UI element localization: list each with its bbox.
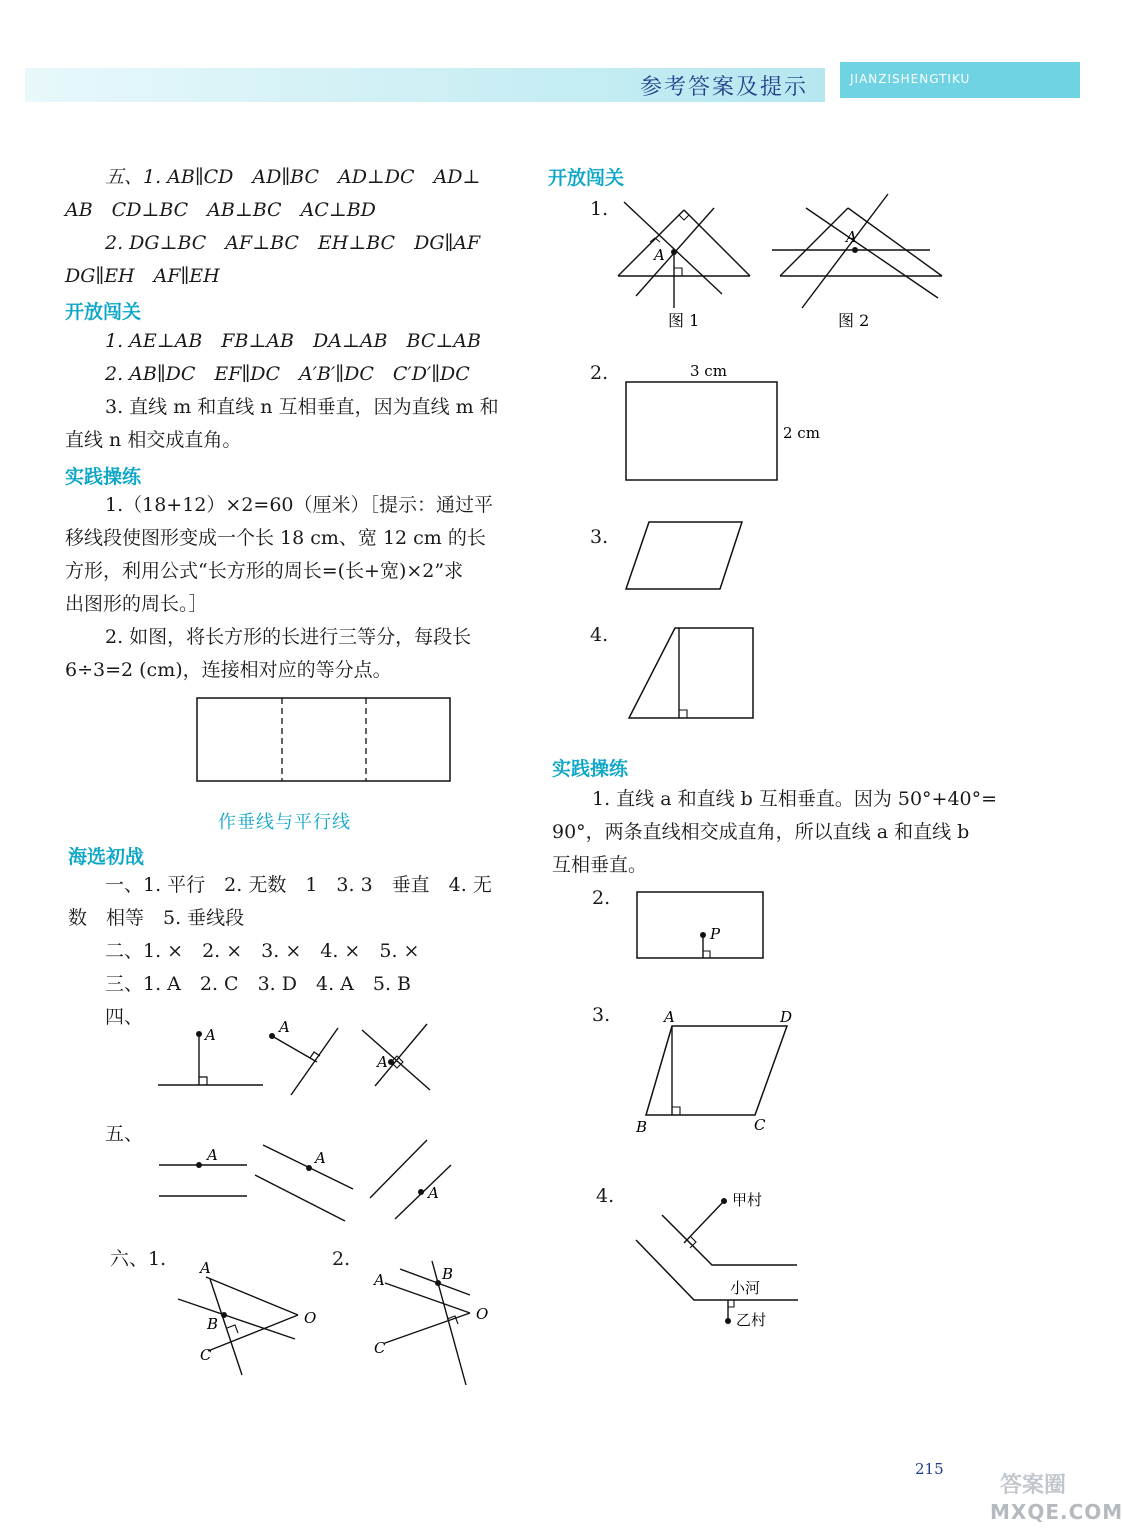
line xyxy=(370,1140,427,1198)
parallel-figures xyxy=(155,1135,455,1225)
rectangle-figure xyxy=(622,358,852,488)
right-angle-mark xyxy=(227,1325,238,1333)
point-label: A xyxy=(664,1008,675,1026)
point xyxy=(269,1033,275,1039)
point-label: C xyxy=(374,1339,386,1357)
village-label: 甲村 xyxy=(732,1191,763,1209)
question-number: 1. xyxy=(590,198,609,220)
triangle-side xyxy=(848,208,942,276)
river-bank xyxy=(662,1215,797,1265)
rectangle xyxy=(197,698,450,781)
question-number: 五、 xyxy=(105,1123,144,1145)
river-label: 小河 xyxy=(730,1279,761,1297)
answer-line: 2. 如图，将长方形的长进行三等分，每段长 xyxy=(105,626,472,648)
point-label: B xyxy=(636,1118,648,1136)
watermark-logo: 答案圈 xyxy=(1000,1473,1067,1498)
answer-line: 1.（18+12）×2=60（厘米）［提示：通过平 xyxy=(105,494,494,516)
line xyxy=(291,1028,338,1095)
ray-oc xyxy=(385,1313,470,1343)
ray-oa xyxy=(385,1283,470,1313)
point xyxy=(196,1031,202,1037)
rectangle xyxy=(626,382,777,480)
triangle-side xyxy=(780,208,848,276)
river-bank xyxy=(636,1240,798,1300)
point-label: A xyxy=(654,246,665,264)
right-angle-mark xyxy=(672,1107,680,1115)
header-tag-text: JIANZISHENGTIKU xyxy=(850,72,971,86)
perpendicular-figures xyxy=(155,1020,445,1100)
question-number: 4. xyxy=(596,1185,615,1207)
question-number: 2. xyxy=(332,1248,351,1270)
question-number: 六、1. xyxy=(110,1248,167,1270)
triangle-side xyxy=(684,210,750,276)
figure-caption: 图 2 xyxy=(838,311,870,330)
point xyxy=(852,247,858,253)
answer-line: 五、1. AB∥CD AD∥BC AD⊥DC AD⊥ xyxy=(105,166,481,188)
parallelogram-figure xyxy=(622,518,747,593)
answer-line: DG∥EH AF∥EH xyxy=(65,265,220,287)
point-label: O xyxy=(304,1309,317,1327)
question-number: 2. xyxy=(590,362,609,384)
answer-line: 6÷3=2 (cm)，连接相对应的等分点。 xyxy=(65,659,392,681)
answer-line: 二、1. × 2. × 3. × 4. × 5. × xyxy=(105,940,420,962)
answer-line: 移线段使图形变成一个长 18 cm、宽 12 cm 的长 xyxy=(65,527,486,549)
question-number: 3. xyxy=(590,526,609,548)
right-angle-mark xyxy=(679,710,687,718)
lesson-title: 作垂线与平行线 xyxy=(218,812,351,833)
point-label: A xyxy=(207,1146,218,1164)
question-number: 2. xyxy=(592,887,611,909)
village-label: 乙村 xyxy=(736,1311,767,1329)
point-label: B xyxy=(207,1315,219,1333)
watermark-url: MXQE.COM xyxy=(990,1500,1123,1524)
right-angle-mark xyxy=(679,210,689,220)
point-label: A xyxy=(200,1259,211,1277)
point xyxy=(435,1280,441,1286)
point-label: B xyxy=(442,1265,454,1283)
point xyxy=(418,1189,424,1195)
section-heading-sea: 海选初战 xyxy=(68,846,145,868)
point-label: A xyxy=(205,1026,216,1044)
village-point xyxy=(721,1198,727,1204)
section-heading-open: 开放闯关 xyxy=(65,301,142,323)
right-angle-mark xyxy=(310,1052,320,1058)
height-label: 2 cm xyxy=(783,424,820,442)
trapezoid-figure xyxy=(625,624,757,722)
trapezoid xyxy=(629,628,753,718)
point-label: C xyxy=(754,1116,766,1134)
question-number: 4. xyxy=(590,624,609,646)
point-label: A xyxy=(374,1271,385,1289)
point xyxy=(388,1059,394,1065)
answer-line: 直线 n 相交成直角。 xyxy=(65,429,242,451)
point xyxy=(221,1312,227,1318)
parallel-line xyxy=(178,1299,295,1339)
point-label: A xyxy=(846,228,857,246)
section-heading-practice: 实践操练 xyxy=(552,758,629,780)
parallelogram-abcd-figure xyxy=(630,1010,800,1135)
point xyxy=(196,1162,202,1168)
point-label: P xyxy=(710,925,721,943)
question-number: 四、 xyxy=(105,1006,144,1028)
answer-line: 1. 直线 a 和直线 b 互相垂直。因为 50°+40°= xyxy=(592,788,998,810)
right-angle-mark xyxy=(199,1077,207,1085)
header-tag xyxy=(840,62,1080,98)
point-label: O xyxy=(476,1305,489,1323)
page-number: 215 xyxy=(915,1460,944,1478)
point-label: C xyxy=(200,1346,212,1364)
divided-rectangle-figure xyxy=(196,697,452,783)
point-label: A xyxy=(428,1184,439,1202)
answer-line: 1. AE⊥AB FB⊥AB DA⊥AB BC⊥AB xyxy=(105,330,481,352)
answer-line: 出图形的周长。］ xyxy=(65,593,208,615)
triangle-figures xyxy=(610,190,950,335)
question-number: 3. xyxy=(592,1004,611,1026)
right-angle-mark xyxy=(650,238,660,242)
parallelogram xyxy=(646,1026,787,1115)
answer-line: 三、1. A 2. C 3. D 4. A 5. B xyxy=(105,973,412,995)
answer-line: AB CD⊥BC AB⊥BC AC⊥BD xyxy=(65,199,376,221)
header-title: 参考答案及提示 xyxy=(640,75,809,100)
answer-line: 互相垂直。 xyxy=(552,854,648,876)
ray-oc xyxy=(208,1315,298,1351)
point-label: D xyxy=(780,1008,793,1026)
section-heading-practice: 实践操练 xyxy=(65,466,142,488)
answer-line: 90°，两条直线相交成直角，所以直线 a 和直线 b xyxy=(552,821,970,843)
right-angle-mark xyxy=(674,268,682,276)
point xyxy=(700,932,706,938)
parallelogram xyxy=(626,522,742,589)
parallel-line xyxy=(806,208,938,298)
river-village-figure xyxy=(632,1185,807,1330)
answer-line: 一、1. 平行 2. 无数 1 3. 3 垂直 4. 无 xyxy=(105,874,492,896)
section-heading-open: 开放闯关 xyxy=(548,167,625,189)
point-label: A xyxy=(377,1053,388,1071)
point xyxy=(671,249,677,255)
answer-line: 2. DG⊥BC AF⊥BC EH⊥BC DG∥AF xyxy=(105,232,481,254)
village-point xyxy=(725,1318,731,1324)
answer-line: 数 相等 5. 垂线段 xyxy=(68,907,245,929)
angle-figures xyxy=(170,1255,500,1390)
right-angle-mark xyxy=(728,1300,734,1307)
point xyxy=(306,1165,312,1171)
point-label: A xyxy=(315,1149,326,1167)
answer-line: 方形，利用公式“长方形的周长=(长+宽)×2”求 xyxy=(65,560,464,582)
parallel-line xyxy=(255,1175,345,1221)
answer-line: 3. 直线 m 和直线 n 互相垂直，因为直线 m 和 xyxy=(105,396,499,418)
point-label: A xyxy=(279,1018,290,1036)
figure-caption: 图 1 xyxy=(668,311,700,330)
rectangle xyxy=(637,892,763,958)
rectangle-point-figure xyxy=(634,889,768,961)
right-angle-mark xyxy=(703,951,710,958)
answer-line: 2. AB∥DC EF∥DC A′B′∥DC C′D′∥DC xyxy=(105,363,470,385)
width-label: 3 cm xyxy=(690,362,727,380)
